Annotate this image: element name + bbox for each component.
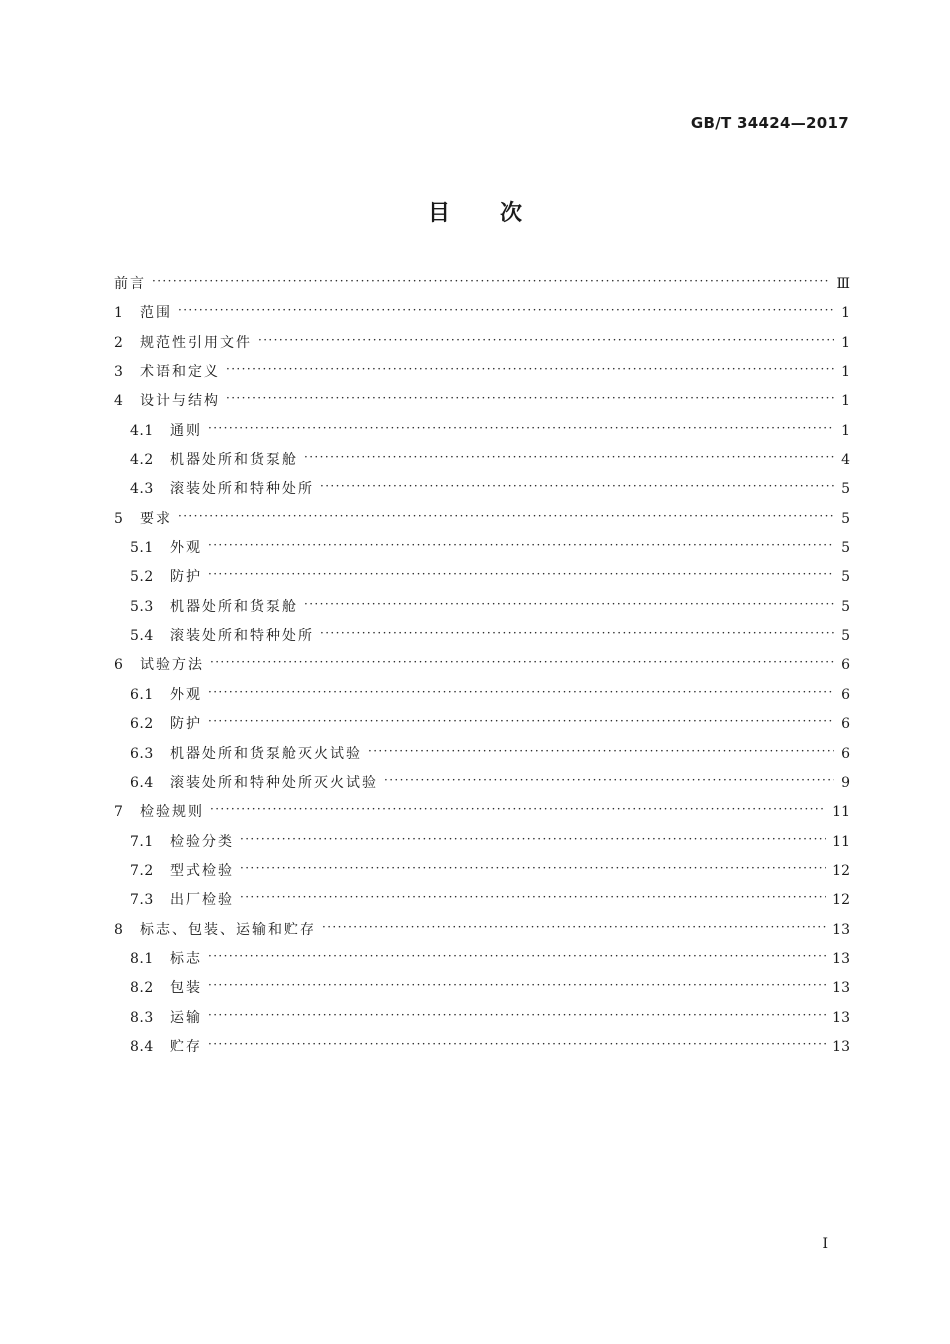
toc-entry-page: 1	[841, 364, 850, 381]
toc-entry-number: 4	[114, 393, 124, 410]
toc-entry[interactable]	[114, 857, 850, 886]
toc-entry-label: 滚装处所和特种处所	[170, 628, 314, 645]
document-code: GB/T 34424—2017	[690, 114, 849, 132]
toc-entry[interactable]	[114, 475, 850, 504]
toc-entry-number: 5.3	[130, 598, 154, 615]
toc-entry-page: 1	[841, 422, 850, 439]
toc-entry-page: 13	[832, 921, 850, 938]
dot-leader	[210, 802, 826, 816]
toc-entry[interactable]	[114, 916, 850, 945]
toc-entry[interactable]	[114, 299, 850, 328]
toc-entry-number: 8	[114, 921, 124, 938]
dot-leader	[240, 832, 826, 846]
dot-leader	[384, 773, 834, 787]
toc-entry-page: 13	[832, 980, 850, 997]
toc-entry[interactable]	[114, 681, 850, 710]
toc-entry-label: 机器处所和货泵舱灭火试验	[170, 745, 362, 762]
dot-leader	[208, 567, 834, 581]
toc-entry-number: 8.1	[130, 950, 154, 967]
table-of-contents	[114, 270, 850, 1062]
toc-entry-label: 检验分类	[170, 833, 234, 850]
dot-leader	[322, 920, 826, 934]
toc-entry-label: 前言	[114, 276, 146, 292]
dot-leader	[152, 274, 830, 288]
toc-entry-label: 试验方法	[140, 657, 204, 674]
toc-entry-label: 要求	[140, 510, 172, 527]
toc-entry[interactable]	[114, 740, 850, 769]
dot-leader	[320, 479, 834, 493]
dot-leader	[226, 391, 834, 405]
toc-entry-page: 11	[832, 833, 850, 850]
toc-entry-label: 防护	[170, 716, 202, 733]
dot-leader	[208, 538, 834, 552]
page-number: Ⅰ	[822, 1236, 828, 1252]
toc-entry[interactable]	[114, 417, 850, 446]
toc-entry-label: 规范性引用文件	[140, 334, 252, 351]
dot-leader	[208, 978, 826, 992]
toc-entry[interactable]	[114, 534, 850, 563]
toc-entry[interactable]	[114, 622, 850, 651]
toc-entry-number: 4.2	[130, 452, 154, 469]
dot-leader	[208, 1037, 826, 1051]
toc-entry-number: 3	[114, 364, 124, 381]
toc-entry[interactable]	[114, 446, 850, 475]
toc-entry-number: 7	[114, 804, 124, 821]
dot-leader	[178, 509, 834, 523]
toc-entry-page: 13	[832, 1009, 850, 1026]
dot-leader	[210, 655, 834, 669]
toc-entry-page: 12	[832, 892, 850, 909]
toc-title: 目次	[427, 201, 572, 226]
toc-entry-page: 5	[841, 510, 850, 527]
toc-entry-page: 5	[841, 569, 850, 586]
toc-entry-number: 6	[114, 657, 124, 674]
toc-entry-label: 防护	[170, 569, 202, 586]
toc-entry[interactable]	[114, 1004, 850, 1033]
toc-entry-page: 1	[841, 334, 850, 351]
toc-entry-label: 出厂检验	[170, 892, 234, 909]
toc-entry[interactable]	[114, 651, 850, 680]
toc-entry[interactable]	[114, 886, 850, 915]
toc-entry[interactable]	[114, 270, 850, 299]
toc-entry-number: 6.3	[130, 745, 154, 762]
toc-entry-number: 8.2	[130, 980, 154, 997]
toc-entry-page: 1	[841, 393, 850, 410]
toc-entry-page: 6	[841, 745, 850, 762]
toc-entry-page: Ⅲ	[836, 276, 850, 292]
toc-entry-label: 设计与结构	[140, 393, 220, 410]
toc-entry[interactable]	[114, 798, 850, 827]
toc-entry-page: 6	[841, 716, 850, 733]
toc-entry-page: 4	[841, 452, 850, 469]
toc-entry-number: 5.4	[130, 628, 154, 645]
toc-entry-label: 贮存	[170, 1038, 202, 1055]
toc-entry-label: 机器处所和货泵舱	[170, 452, 298, 469]
dot-leader	[240, 861, 826, 875]
toc-entry-page: 5	[841, 481, 850, 498]
dot-leader	[178, 303, 834, 317]
toc-entry-number: 7.1	[130, 833, 154, 850]
toc-entry[interactable]	[114, 358, 850, 387]
toc-entry[interactable]	[114, 828, 850, 857]
toc-entry[interactable]	[114, 769, 850, 798]
toc-entry-label: 外观	[170, 540, 202, 557]
dot-leader	[208, 949, 826, 963]
toc-entry-number: 2	[114, 334, 124, 351]
toc-entry-number: 4.1	[130, 422, 154, 439]
dot-leader	[368, 744, 834, 758]
toc-entry-label: 机器处所和货泵舱	[170, 598, 298, 615]
toc-entry[interactable]	[114, 505, 850, 534]
toc-entry-number: 7.3	[130, 892, 154, 909]
toc-entry-number: 5.1	[130, 540, 154, 557]
dot-leader	[208, 1008, 826, 1022]
toc-entry-page: 6	[841, 657, 850, 674]
toc-entry[interactable]	[114, 329, 850, 358]
toc-entry-page: 13	[832, 1038, 850, 1055]
toc-entry-label: 标志、包装、运输和贮存	[140, 921, 316, 938]
toc-entry-number: 6.1	[130, 686, 154, 703]
toc-entry[interactable]	[114, 974, 850, 1003]
toc-entry-number: 5.2	[130, 569, 154, 586]
dot-leader	[258, 333, 834, 347]
dot-leader	[240, 890, 826, 904]
toc-entry-page: 5	[841, 598, 850, 615]
toc-entry-page: 6	[841, 686, 850, 703]
toc-entry[interactable]	[114, 710, 850, 739]
toc-entry-page: 9	[841, 774, 850, 791]
toc-entry-page: 1	[841, 305, 850, 322]
dot-leader	[208, 685, 834, 699]
toc-entry-page: 13	[832, 950, 850, 967]
toc-entry-number: 5	[114, 510, 124, 527]
dot-leader	[304, 597, 834, 611]
toc-entry[interactable]	[114, 1033, 850, 1062]
toc-entry-number: 1	[114, 305, 124, 322]
toc-entry-label: 通则	[170, 422, 202, 439]
dot-leader	[208, 714, 834, 728]
toc-entry-label: 检验规则	[140, 804, 204, 821]
toc-entry-page: 5	[841, 628, 850, 645]
toc-entry[interactable]	[114, 593, 850, 622]
toc-entry[interactable]	[114, 387, 850, 416]
toc-entry-number: 8.4	[130, 1038, 154, 1055]
dot-leader	[208, 421, 834, 435]
toc-entry-label: 包装	[170, 980, 202, 997]
toc-entry-label: 外观	[170, 686, 202, 703]
toc-entry-number: 6.2	[130, 716, 154, 733]
toc-entry-number: 4.3	[130, 481, 154, 498]
dot-leader	[304, 450, 834, 464]
toc-entry-page: 11	[832, 804, 850, 821]
toc-entry-label: 滚装处所和特种处所灭火试验	[170, 774, 378, 791]
toc-entry-label: 型式检验	[170, 862, 234, 879]
dot-leader	[226, 362, 834, 376]
toc-entry-number: 6.4	[130, 774, 154, 791]
toc-entry-label: 术语和定义	[140, 364, 220, 381]
toc-entry-number: 8.3	[130, 1009, 154, 1026]
toc-entry-label: 标志	[170, 950, 202, 967]
toc-entry-label: 范围	[140, 305, 172, 322]
toc-entry-label: 运输	[170, 1009, 202, 1026]
toc-entry-page: 5	[841, 540, 850, 557]
toc-entry-page: 12	[832, 862, 850, 879]
toc-entry[interactable]	[114, 945, 850, 974]
toc-entry-label: 滚装处所和特种处所	[170, 481, 314, 498]
dot-leader	[320, 626, 834, 640]
toc-entry[interactable]	[114, 563, 850, 592]
toc-entry-number: 7.2	[130, 862, 154, 879]
